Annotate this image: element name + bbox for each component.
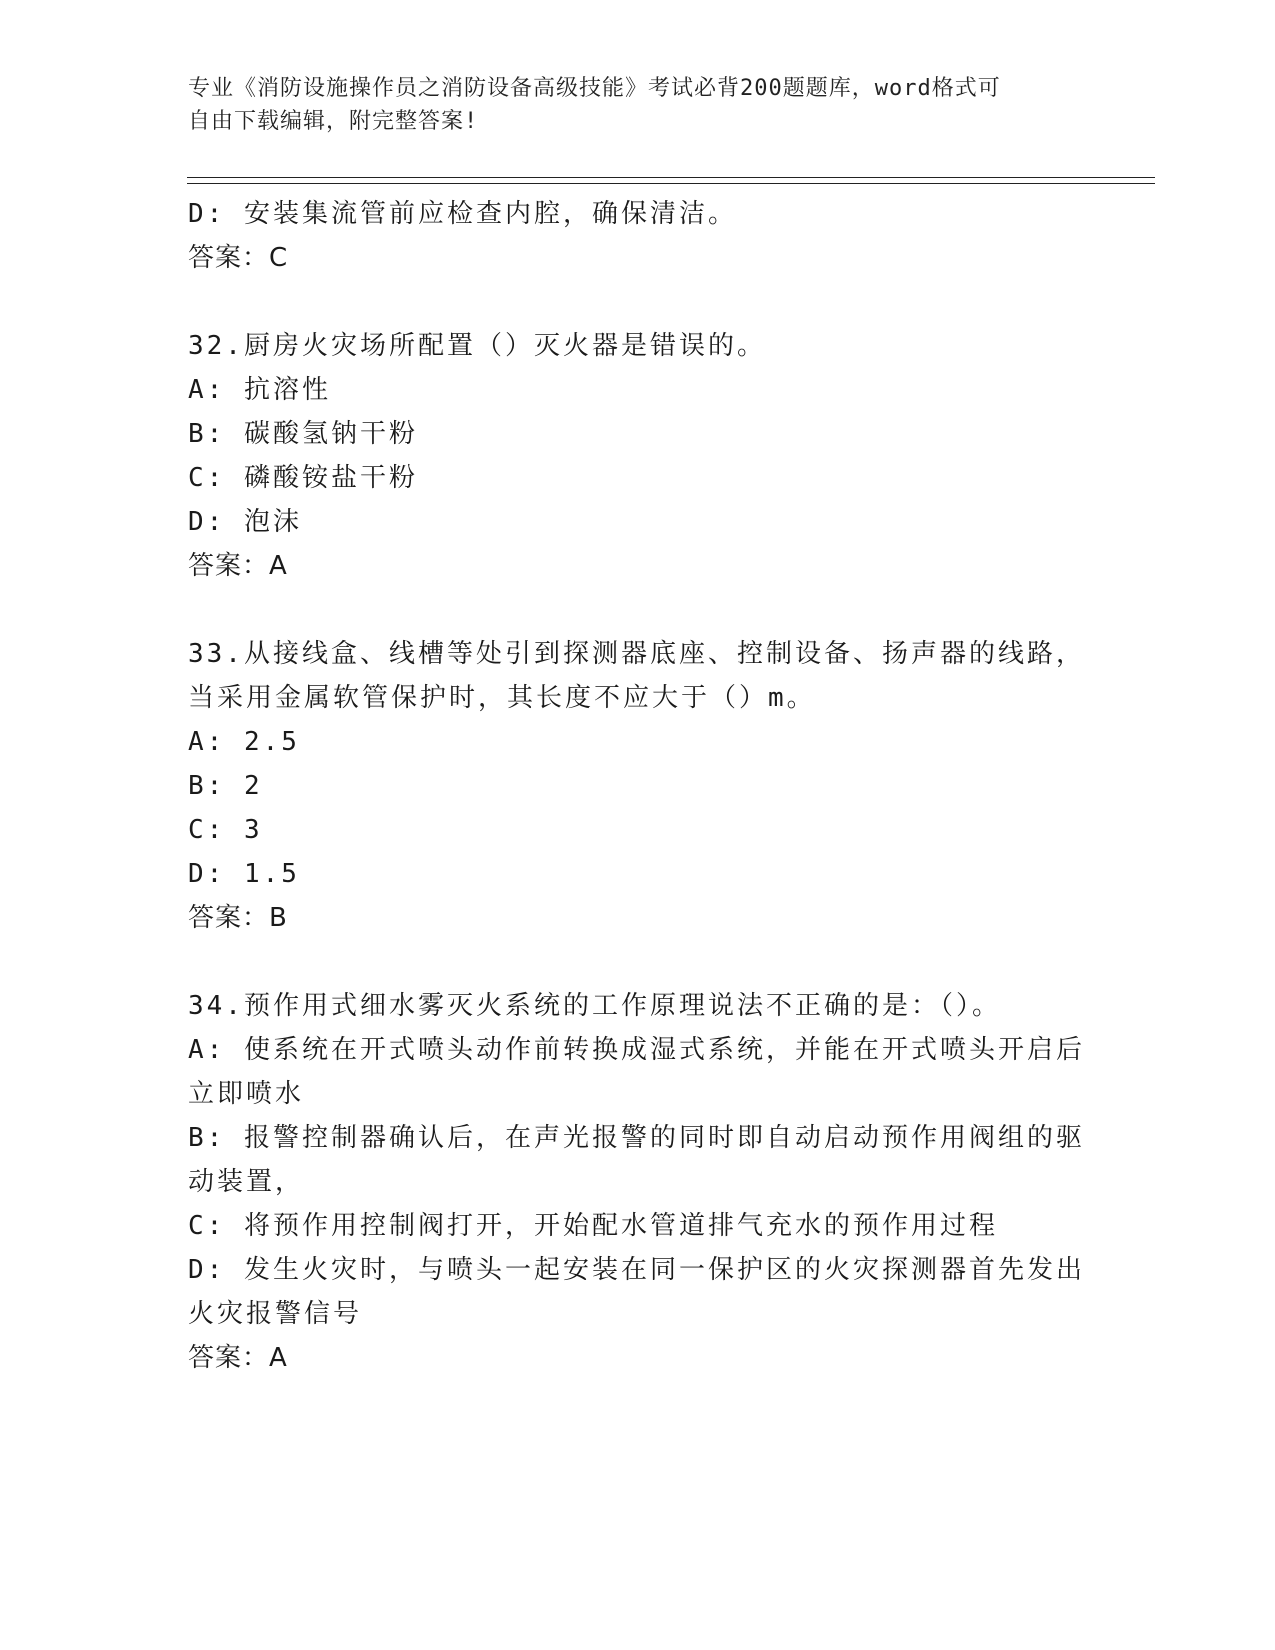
option-d: D: 安装集流管前应检查内腔，确保清洁。: [188, 199, 737, 229]
header-divider-bottom: [187, 183, 1155, 184]
question-stem: 32.厨房火灾场所配置（）灭火器是错误的。: [188, 331, 766, 361]
header-line-2: 自由下载编辑，附完整答案!: [188, 109, 479, 134]
option-d-line-1: D: 发生火灾时，与喷头一起安装在同一保护区的火灾探测器首先发出: [188, 1255, 1085, 1285]
option-a: A: 2.5: [188, 727, 300, 757]
question-stem-line-1: 33.从接线盒、线槽等处引到探测器底座、控制设备、扬声器的线路，: [188, 639, 1085, 669]
answer-line: 答案：C: [188, 243, 289, 273]
question-34: [188, 984, 1088, 1380]
question-stem: 34.预作用式细水雾灭火系统的工作原理说法不正确的是：（）。: [188, 991, 1001, 1021]
option-d: D: 1.5: [188, 859, 300, 889]
answer-line: 答案：B: [188, 903, 288, 933]
option-b: B: 2: [188, 771, 263, 801]
option-a-line-2: 立即喷水: [188, 1079, 305, 1109]
question-previous: [188, 192, 1088, 280]
answer-line: 答案：A: [188, 551, 288, 581]
document-header: [188, 72, 1088, 138]
question-32: [188, 324, 1088, 588]
option-b-line-2: 动装置，: [188, 1167, 305, 1197]
option-a: A: 抗溶性: [188, 375, 331, 405]
option-a-line-1: A: 使系统在开式喷头动作前转换成湿式系统，并能在开式喷头开启后: [188, 1035, 1085, 1065]
option-b: B: 碳酸氢钠干粉: [188, 419, 418, 449]
question-33: [188, 632, 1088, 940]
option-c: C: 将预作用控制阀打开，开始配水管道排气充水的预作用过程: [188, 1211, 998, 1241]
answer-line: 答案：A: [188, 1343, 288, 1373]
option-d: D: 泡沫: [188, 507, 302, 537]
option-c: C: 磷酸铵盐干粉: [188, 463, 418, 493]
question-stem-line-2: 当采用金属软管保护时，其长度不应大于（）m。: [188, 683, 816, 713]
option-d-line-2: 火灾报警信号: [188, 1299, 363, 1329]
question-list: [188, 192, 1088, 1380]
option-b-line-1: B: 报警控制器确认后，在声光报警的同时即自动启动预作用阀组的驱: [188, 1123, 1085, 1153]
header-divider-top: [187, 177, 1155, 178]
header-line-1: 专业《消防设施操作员之消防设备高级技能》考试必背200题题库，word格式可: [188, 76, 1001, 101]
option-c: C: 3: [188, 815, 263, 845]
